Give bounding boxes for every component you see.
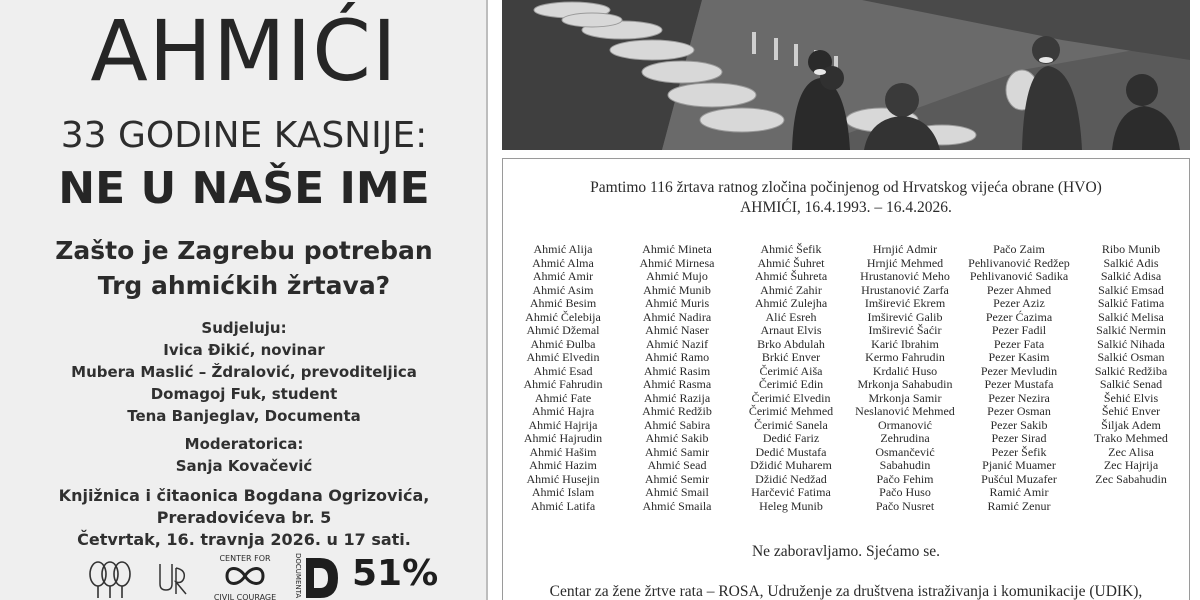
civil-courage-logo — [210, 554, 280, 600]
participant-item: Mubera Maslić – Ždralović, prevoditeljica — [71, 363, 417, 381]
victim-name: Salkić Nermin — [1096, 323, 1166, 337]
victim-name: Dedić Fariz — [762, 431, 820, 445]
victim-name: Heleg Munib — [759, 498, 823, 513]
victim-name: Čerimić Elvedin — [751, 390, 831, 405]
names-column-4 — [845, 243, 965, 513]
victim-name: Ahmić Husejin — [526, 471, 600, 486]
victim-name: Salkić Melisa — [1098, 309, 1164, 324]
victim-name: Ahmić Munib — [643, 282, 711, 297]
victim-name: Pezer Osman — [987, 404, 1051, 418]
victims-list-panel — [502, 158, 1190, 600]
victim-name: Ahmić Mujo — [646, 269, 708, 283]
victim-name: Ahmić Fahrudin — [523, 377, 603, 391]
victim-name: Zec Hajrija — [1103, 458, 1159, 472]
victim-name: Pačo Zaim — [993, 242, 1045, 256]
victim-name: Pezer Šefik — [991, 444, 1047, 459]
victim-name: Ahmić Naser — [645, 323, 709, 337]
victim-name: Ahmić Fate — [534, 390, 592, 405]
victim-name: Ramić Zenur — [987, 498, 1051, 513]
poster-question-line-1: Zašto je Zagrebu potreban — [55, 236, 433, 265]
victim-name: Ahmić Sead — [647, 458, 707, 472]
victim-name: Hrnjić Mehmed — [866, 255, 944, 270]
victim-name: Pezer Mustafa — [984, 377, 1054, 391]
victim-name: Pezer Ćazima — [985, 309, 1053, 324]
victim-name: Ahmić Hašim — [529, 444, 597, 459]
partner-logos — [80, 552, 480, 600]
victim-name: Pezer Sirad — [991, 431, 1047, 445]
victim-name: Imširević Galib — [867, 309, 943, 324]
victim-name: Brkić Enver — [761, 350, 821, 364]
victim-name: Ahmić Hajrudin — [523, 431, 603, 445]
victim-name: Ahmić Latifa — [530, 498, 596, 513]
victim-name: Ahmić Nazif — [645, 336, 709, 351]
victim-name: Hrnjić Admir — [872, 242, 938, 256]
victim-name: Ahmić Muris — [644, 296, 710, 310]
names-column-6 — [1071, 243, 1191, 486]
victim-name: Ahmić Esad — [533, 363, 593, 378]
victim-name: Dedić Mustafa — [755, 444, 827, 459]
victim-name: Salkić Nihada — [1097, 336, 1165, 351]
victim-name: Ormanović — [878, 417, 932, 432]
victim-name: Pezer Fadil — [991, 323, 1047, 337]
documenta-d-icon — [304, 556, 340, 600]
victim-name: Džidić Muharem — [750, 458, 832, 472]
victim-name: Ahmić Sabira — [643, 417, 711, 432]
participant-item: Tena Banjeglav, Documenta — [127, 407, 361, 425]
victim-name: Ahmić Islam — [531, 485, 595, 499]
civil-courage-top-label: CENTER FOR — [219, 554, 271, 563]
civil-courage-bottom-label: CIVIL COURAGE — [213, 593, 277, 600]
victim-name: Ahmić Samir — [644, 444, 710, 459]
rosa-logo-icon — [86, 556, 136, 600]
victim-name: Pačo Huso — [879, 485, 931, 499]
victim-name: Šiljak Adem — [1101, 417, 1161, 432]
victim-name: Ahmić Amir — [532, 269, 594, 283]
poster-question-line-2: Trg ahmićkih žrtava? — [97, 271, 391, 300]
victim-name: Zec Sabahudin — [1095, 471, 1167, 486]
victim-name: Šehić Enver — [1101, 404, 1161, 418]
victim-name: Pezer Aziz — [993, 296, 1045, 310]
victim-name: Ahmić Alma — [532, 255, 594, 270]
victim-name: Karić Ibrahim — [871, 336, 939, 351]
victim-name: Sabahudin — [879, 458, 931, 472]
victim-name: Ahmić Hazim — [529, 458, 597, 472]
victim-name: Pezer Ahmed — [986, 282, 1052, 297]
panel-footer-line-2: Centar za žene žrtve rata – ROSA, Udruženje za društvena istraživanja i komunikacije (UDIK), — [549, 583, 1143, 600]
victim-name: Kermo Fahrudin — [865, 350, 945, 364]
victim-name: Ribo Munib — [1101, 242, 1161, 256]
event-date: Četvrtak, 16. travnja 2026. u 17 sati. — [77, 530, 411, 549]
victim-name: Ahmić Ramo — [644, 350, 710, 364]
victim-name: Čerimić Sanela — [754, 417, 828, 432]
victim-name: Pezer Sakib — [990, 417, 1048, 432]
victim-name: Zehrudina — [880, 431, 930, 445]
victim-name: Ahmić Hajra — [531, 404, 595, 418]
documenta-label: DOCUMENTA — [294, 553, 302, 599]
percent-51-logo: 51% — [352, 553, 439, 594]
victim-name: Ahmić Alija — [533, 242, 593, 256]
names-column-5 — [959, 243, 1079, 513]
victim-name: Ahmić Smail — [645, 485, 709, 499]
victim-name: Ahmić Đulba — [530, 336, 596, 351]
venue-line-1: Knjižnica i čitaonica Bogdana Ogrizovića, — [58, 486, 430, 505]
victim-name: Ramić Amir — [989, 485, 1049, 499]
victim-name: Pačo Nusret — [875, 498, 935, 513]
infinity-icon — [223, 563, 267, 589]
victim-name: Čerimić Aiša — [759, 363, 823, 378]
victim-name: Pušćul Muzafer — [981, 471, 1057, 486]
panel-header-line-1: Pamtimo 116 žrtava ratnog zločina počinjenog od Hrvatskog vijeća obrane (HVO) — [590, 179, 1102, 196]
poster-subtitle: 33 GODINE KASNIJE: — [60, 115, 428, 156]
victim-name: Ahmić Šefik — [760, 242, 822, 256]
victim-name: Pezer Mevludin — [980, 363, 1058, 378]
victim-name: Čerimić Edin — [758, 377, 824, 391]
victim-name: Pezer Nezira — [988, 390, 1050, 405]
participants-label: Sudjeluju: — [201, 319, 287, 337]
participant-item: Domagoj Fuk, student — [150, 385, 338, 403]
victim-name: Mrkonja Sahabudin — [857, 377, 953, 391]
victim-name: Osmančević — [875, 444, 935, 459]
moderator-label: Moderatorica: — [184, 435, 304, 453]
victim-name: Šehić Elvis — [1103, 390, 1159, 405]
victim-name: Salkić Osman — [1097, 350, 1165, 364]
victim-name: Harčević Fatima — [751, 485, 831, 499]
victim-name: Hrustanović Zarfa — [861, 282, 949, 297]
moderator-name: Sanja Kovačević — [175, 457, 313, 475]
victim-name: Ahmić Čelebija — [525, 309, 601, 324]
victim-name: Salkić Adis — [1103, 255, 1159, 270]
victim-name: Pačo Fehim — [876, 471, 934, 486]
victim-name: Pehlivanović Sadika — [969, 269, 1069, 283]
victim-name: Mrkonja Samir — [868, 390, 942, 405]
names-column-2 — [617, 243, 737, 513]
victim-name: Salkić Senad — [1099, 377, 1163, 391]
victim-name: Ahmić Mineta — [642, 242, 712, 256]
victim-name: Zec Alisa — [1108, 444, 1154, 459]
victim-name: Ahmić Zahir — [760, 282, 822, 297]
victim-name: Ahmić Semir — [644, 471, 710, 486]
victim-name: Krdalić Huso — [872, 363, 938, 378]
victim-name: Ahmić Besim — [529, 296, 597, 310]
victim-name: Arnaut Elvis — [760, 323, 822, 337]
victim-name: Neslanović Mehmed — [855, 404, 955, 418]
victim-name: Čerimić Mehmed — [748, 404, 834, 418]
victim-name: Ahmić Nadira — [642, 309, 712, 324]
victim-name: Ahmić Sakib — [645, 431, 709, 445]
victim-name: Salkić Fatima — [1097, 296, 1165, 310]
venue-line-2: Preradovićeva br. 5 — [156, 508, 332, 527]
names-column-3 — [731, 243, 851, 513]
victim-name: Ahmić Smaila — [642, 498, 712, 513]
victim-name: Ahmić Mirnesa — [639, 255, 715, 270]
victim-name: Alić Esreh — [765, 309, 817, 324]
panel-header-line-2: AHMIĆI, 16.4.1993. – 16.4.2026. — [740, 199, 952, 216]
victim-name: Ahmić Asim — [532, 282, 594, 297]
panel-footer-line-1: Ne zaboravljamo. Sjećamo se. — [751, 543, 941, 560]
victim-name: Ahmić Zulejha — [754, 296, 828, 310]
names-column-1 — [503, 243, 623, 513]
victim-name: Ahmić Džemal — [526, 323, 600, 337]
victim-name: Ahmić Hajrija — [528, 417, 598, 432]
victim-name: Džidić Nedžad — [755, 471, 827, 486]
victim-name: Hrustanović Meho — [860, 269, 950, 283]
victim-name: Ahmić Šuhret — [757, 255, 825, 270]
photo-illustration — [502, 0, 1190, 150]
victim-name: Ahmić Rasim — [643, 363, 711, 378]
poster-title: AHMIĆI — [90, 2, 398, 100]
event-poster — [0, 0, 488, 600]
victim-name: Ahmić Elvedin — [526, 350, 600, 364]
victim-name: Ahmić Redžib — [642, 404, 712, 418]
victim-name: Ahmić Razija — [643, 390, 711, 405]
poster-slogan: NE U NAŠE IME — [58, 163, 430, 214]
victim-name: Pezer Kasim — [988, 350, 1050, 364]
victim-name: Pehlivanović Redžep — [968, 255, 1070, 270]
victim-name: Pezer Fata — [993, 336, 1045, 351]
victim-name: Salkić Redžiba — [1094, 363, 1168, 378]
victim-name: Salkić Emsad — [1098, 282, 1164, 297]
victim-name: Pjanić Muamer — [982, 458, 1056, 472]
victim-name: Ahmić Šuhreta — [754, 269, 828, 283]
victim-name: Brko Abdulah — [757, 336, 825, 351]
exhumation-photo — [502, 0, 1190, 150]
victim-name: Imširević Šaćir — [868, 323, 942, 337]
victim-name: Salkić Adisa — [1100, 269, 1162, 283]
victim-name: Trako Mehmed — [1094, 431, 1168, 445]
participant-item: Ivica Đikić, novinar — [163, 341, 325, 359]
victim-name: Imširević Ekrem — [864, 296, 946, 310]
udik-logo-icon — [156, 558, 192, 600]
victim-name: Ahmić Rasma — [642, 377, 712, 391]
